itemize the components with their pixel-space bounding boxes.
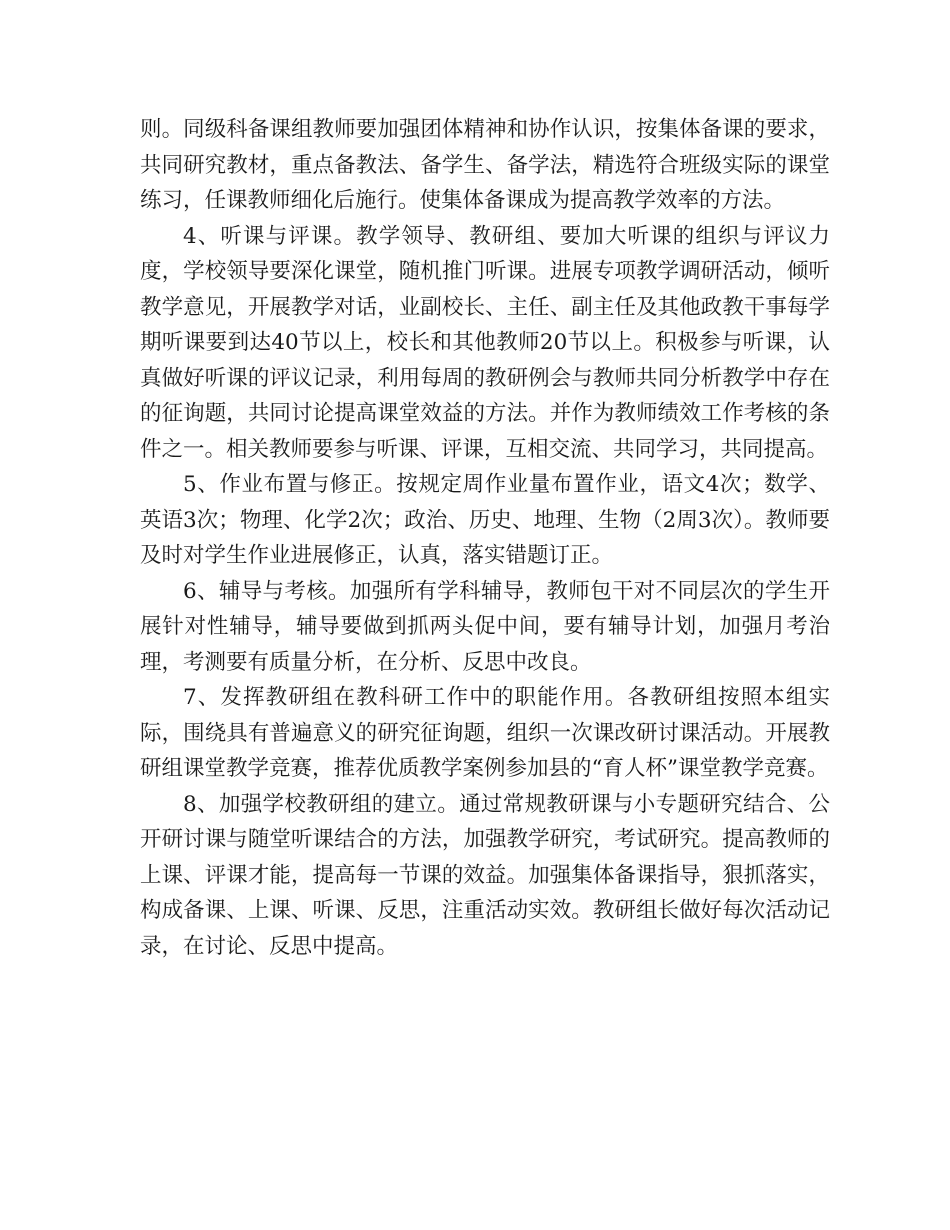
document-body bbox=[140, 112, 830, 964]
paragraph-8-group-building: 8、加强学校教研组的建立。通过常规教研课与小专题研究结合、公开研讨课与随堂听课结合的方法，加强教学研究，考试研究。提高教师的上课、评课才能，提高每一节课的效益。加强集体备课指导，狠抓落实，构成备课、上课、听课、反思，注重活动实效。教研组长做好每次活动记录，在讨论、反思中提高。 bbox=[140, 791, 830, 959]
paragraph-5-homework: 5、作业布置与修正。按规定周作业量布置作业，语文4次；数学、英语3次；物理、化学2次；政治、历史、地理、生物（2周3次）。教师要及时对学生作业进展修正，认真，落实错题订正。 bbox=[140, 472, 830, 568]
paragraph-6-tutoring: 6、辅导与考核。加强所有学科辅导，教师包干对不同层次的学生开展针对性辅导，辅导要做到抓两头促中间，要有辅导计划，加强月考治理，考测要有质量分析，在分析、反思中改良。 bbox=[140, 578, 830, 675]
paragraph-4-lesson-observation: 4、听课与评课。教学领导、教研组、要加大听课的组织与评议力度，学校领导要深化课堂，随机推门听课。进展专项教学调研活动，倾听教学意见，开展教学对话，业副校长、主任、副主任及其他政教干事每学期听课要到达40节以上，校长和其他教师20节以上。积极参与听课，认真做好听课的评议记录，利用每周的教研例会与教师共同分析教学中存在的征询题，共同讨论提高课堂效益的方法。并作为教师绩效工作考核的条件之一。相关教师要参与听课、评课，互相交流、共同学习，共同提高。 bbox=[140, 223, 830, 462]
paragraph-continued: 则。同级科备课组教师要加强团体精神和协作认识，按集体备课的要求，共同研究教材，重点备教法、备学生、备学法，精选符合班级实际的课堂练习，任课教师细化后施行。使集体备课成为提高教学效率的方法。 bbox=[140, 117, 830, 213]
paragraph-7-research-groups: 7、发挥教研组在教科研工作中的职能作用。各教研组按照本组实际，围绕具有普遍意义的研究征询题，组织一次课改研讨课活动。开展教研组课堂教学竞赛，推荐优质教学案例参加县的“育人杯”课堂教学竞赛。 bbox=[140, 685, 830, 781]
